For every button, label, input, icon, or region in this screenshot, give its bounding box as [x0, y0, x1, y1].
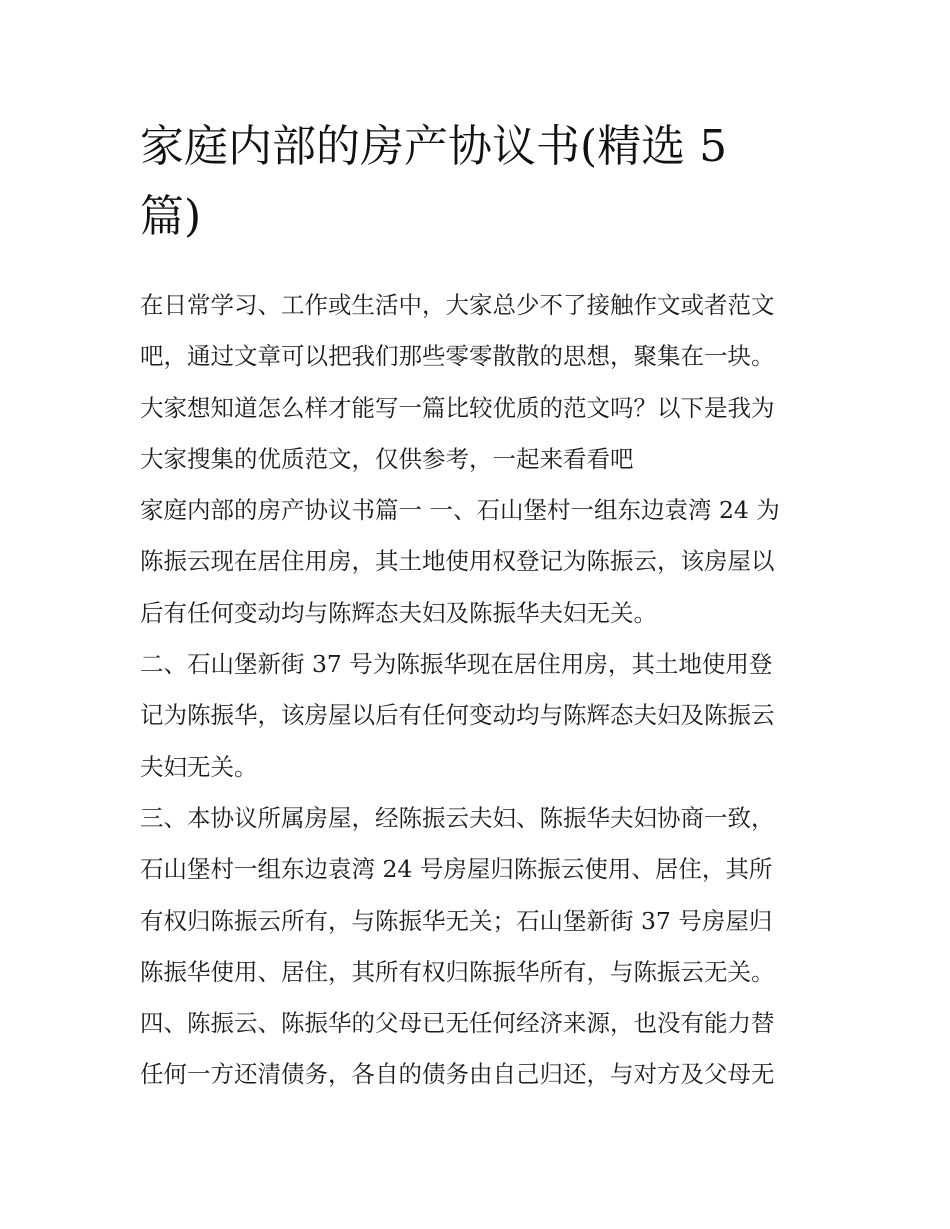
text-line: 任何一方还清债务，各自的债务由自己归还，与对方及父母无	[140, 1060, 775, 1089]
text-line: 四、陈振云、陈振华的父母已无任何经济来源，也没有能力替	[140, 1009, 775, 1038]
text-line: 陈振华使用、居住，其所有权归陈振华所有，与陈振云无关。	[140, 957, 775, 986]
title-line-1: 家庭内部的房产协议书(精选 5	[140, 121, 728, 172]
text-line: 三、本协议所属房屋，经陈振云夫妇、陈振华夫妇协商一致，	[140, 803, 775, 832]
document-body	[140, 280, 820, 1101]
text-line: 后有任何变动均与陈辉态夫妇及陈振华夫妇无关。	[140, 598, 657, 627]
text-line: 有权归陈振云所有，与陈振华无关；石山堡新街 37 号房屋归	[140, 906, 773, 935]
text-line: 记为陈振华，该房屋以后有任何变动均与陈辉态夫妇及陈振云	[140, 701, 775, 730]
text-line: 大家想知道怎么样才能写一篇比较优质的范文吗？以下是我为	[140, 393, 775, 422]
text-line: 在日常学习、工作或生活中，大家总少不了接触作文或者范文	[140, 291, 775, 319]
text-line: 夫妇无关。	[140, 752, 258, 781]
text-line: 石山堡村一组东边袁湾 24 号房屋归陈振云使用、居住，其所	[140, 855, 773, 884]
text-line: 吧，通过文章可以把我们那些零零散散的思想，聚集在一块。	[140, 342, 775, 371]
text-line: 二、石山堡新街 37 号为陈振华现在居住用房，其土地使用登	[140, 650, 773, 679]
page-title	[140, 112, 820, 252]
title-line-2: 篇)	[140, 191, 202, 242]
text-line: 陈振云现在居住用房，其土地使用权登记为陈振云，该房屋以	[140, 547, 775, 576]
text-line: 家庭内部的房产协议书篇一 一、石山堡村一组东边袁湾 24 为	[140, 496, 780, 525]
text-line: 大家搜集的优质范文，仅供参考，一起来看看吧	[140, 444, 634, 473]
